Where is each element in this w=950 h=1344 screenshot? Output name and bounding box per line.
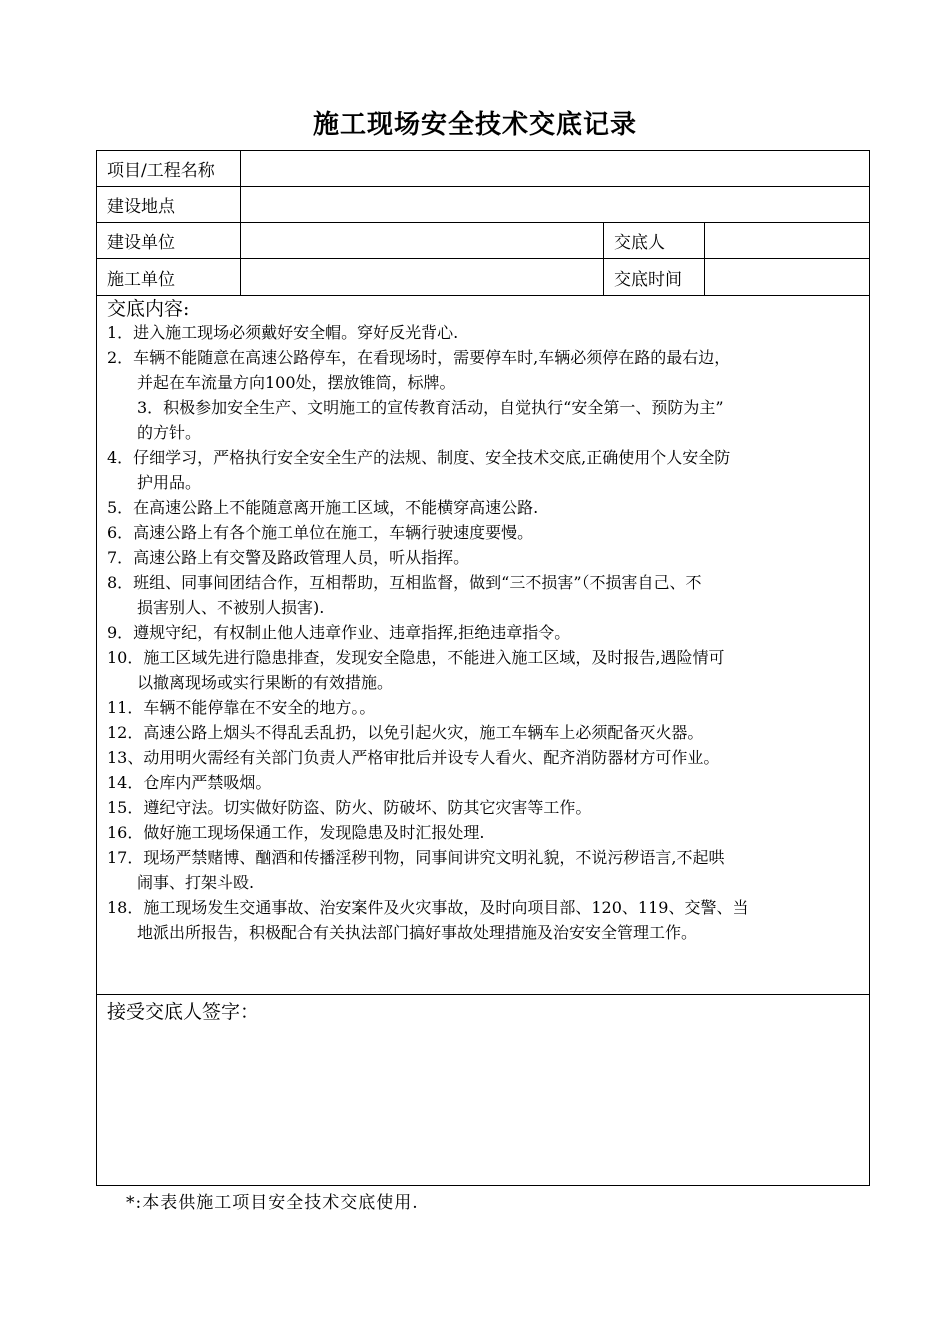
row-builder <box>97 223 869 259</box>
content-line: 12．高速公路上烟头不得乱丢乱扔，以免引起火灾，施工车辆车上必须配备灭火器。 <box>107 723 704 742</box>
row-constructor <box>97 259 869 296</box>
builder-field[interactable] <box>240 223 603 258</box>
site-field[interactable] <box>240 187 871 222</box>
project-name-label: 项目/工程名称 <box>107 161 215 181</box>
disclosure-time-label: 交底时间 <box>603 259 704 295</box>
content-line: 5．在高速公路上不能随意离开施工区域，不能横穿高速公路. <box>107 498 539 517</box>
site-label: 建设地点 <box>107 197 175 217</box>
disclosure-content <box>97 296 869 995</box>
content-line: 护用品。 <box>137 473 202 492</box>
disclosure-time-field[interactable] <box>704 259 871 295</box>
content-line: 18．施工现场发生交通事故、治安案件及火灾事故，及时向项目部、120、119、交警、当 <box>107 898 749 917</box>
content-line: 1．进入施工现场必须戴好安全帽。穿好反光背心. <box>107 323 459 342</box>
signature-label: 接受交底人签字： <box>107 1001 260 1023</box>
content-line: 以撤离现场或实行果断的有效措施。 <box>137 673 394 692</box>
content-line: 8．班组、同事间团结合作，互相帮助，互相监督，做到“三不损害”（不损害自己、不 <box>107 573 702 592</box>
content-line: 13、动用明火需经有关部门负责人严格审批后并设专人看火、配齐消防器材方可作业。 <box>107 748 720 767</box>
content-line: 的方针。 <box>137 423 202 442</box>
discloser-field[interactable] <box>704 223 871 258</box>
content-line: 并起在车流量方向100处，摆放锥筒，标牌。 <box>137 373 456 392</box>
disclosure-form <box>96 150 870 1186</box>
content-line: 6．高速公路上有各个施工单位在施工，车辆行驶速度要慢。 <box>107 523 534 542</box>
project-name-field[interactable] <box>240 151 871 186</box>
content-line: 10．施工区域先进行隐患排查，发现安全隐患，不能进入施工区域，及时报告,遇险情可 <box>107 648 725 667</box>
content-line: 11．车辆不能停靠在不安全的地方。。 <box>107 698 376 717</box>
constructor-field[interactable] <box>240 259 603 295</box>
content-line: 3．积极参加安全生产、文明施工的宣传教育活动，自觉执行“安全第一、预防为主” <box>137 398 724 417</box>
row-site <box>97 187 869 223</box>
footnote: *:本表供施工项目安全技术交底使用. <box>126 1193 419 1213</box>
constructor-label: 施工单位 <box>107 269 175 290</box>
content-line: 2．车辆不能随意在高速公路停车，在看现场时，需要停车时,车辆必须停在路的最右边， <box>107 348 731 367</box>
content-line: 闹事、打架斗殴. <box>137 873 255 892</box>
content-line: 损害别人、不被别人损害). <box>137 598 325 617</box>
content-line: 17．现场严禁赌博、酗酒和传播淫秽刊物，同事间讲究文明礼貌，不说污秽语言,不起哄 <box>107 848 725 867</box>
content-line: 16．做好施工现场保通工作，发现隐患及时汇报处理. <box>107 823 485 842</box>
content-line: 9．遵规守纪，有权制止他人违章作业、违章指挥,拒绝违章指令。 <box>107 623 571 642</box>
content-line: 4．仔细学习，严格执行安全安全生产的法规、制度、安全技术交底,正确使用个人安全防 <box>107 448 731 467</box>
content-line: 地派出所报告，积极配合有关执法部门搞好事故处理措施及治安安全管理工作。 <box>137 923 698 942</box>
builder-label: 建设单位 <box>107 233 175 253</box>
content-line: 14．仓库内严禁吸烟。 <box>107 773 272 792</box>
page-title: 施工现场安全技术交底记录 <box>312 110 637 140</box>
row-project-name <box>97 151 869 187</box>
discloser-label: 交底人 <box>603 223 704 258</box>
content-heading: 交底内容: <box>107 298 190 320</box>
content-line: 7．高速公路上有交警及路政管理人员，听从指挥。 <box>107 548 470 567</box>
signature-section[interactable] <box>97 995 869 1026</box>
content-line: 15．遵纪守法。切实做好防盗、防火、防破坏、防其它灾害等工作。 <box>107 798 592 817</box>
